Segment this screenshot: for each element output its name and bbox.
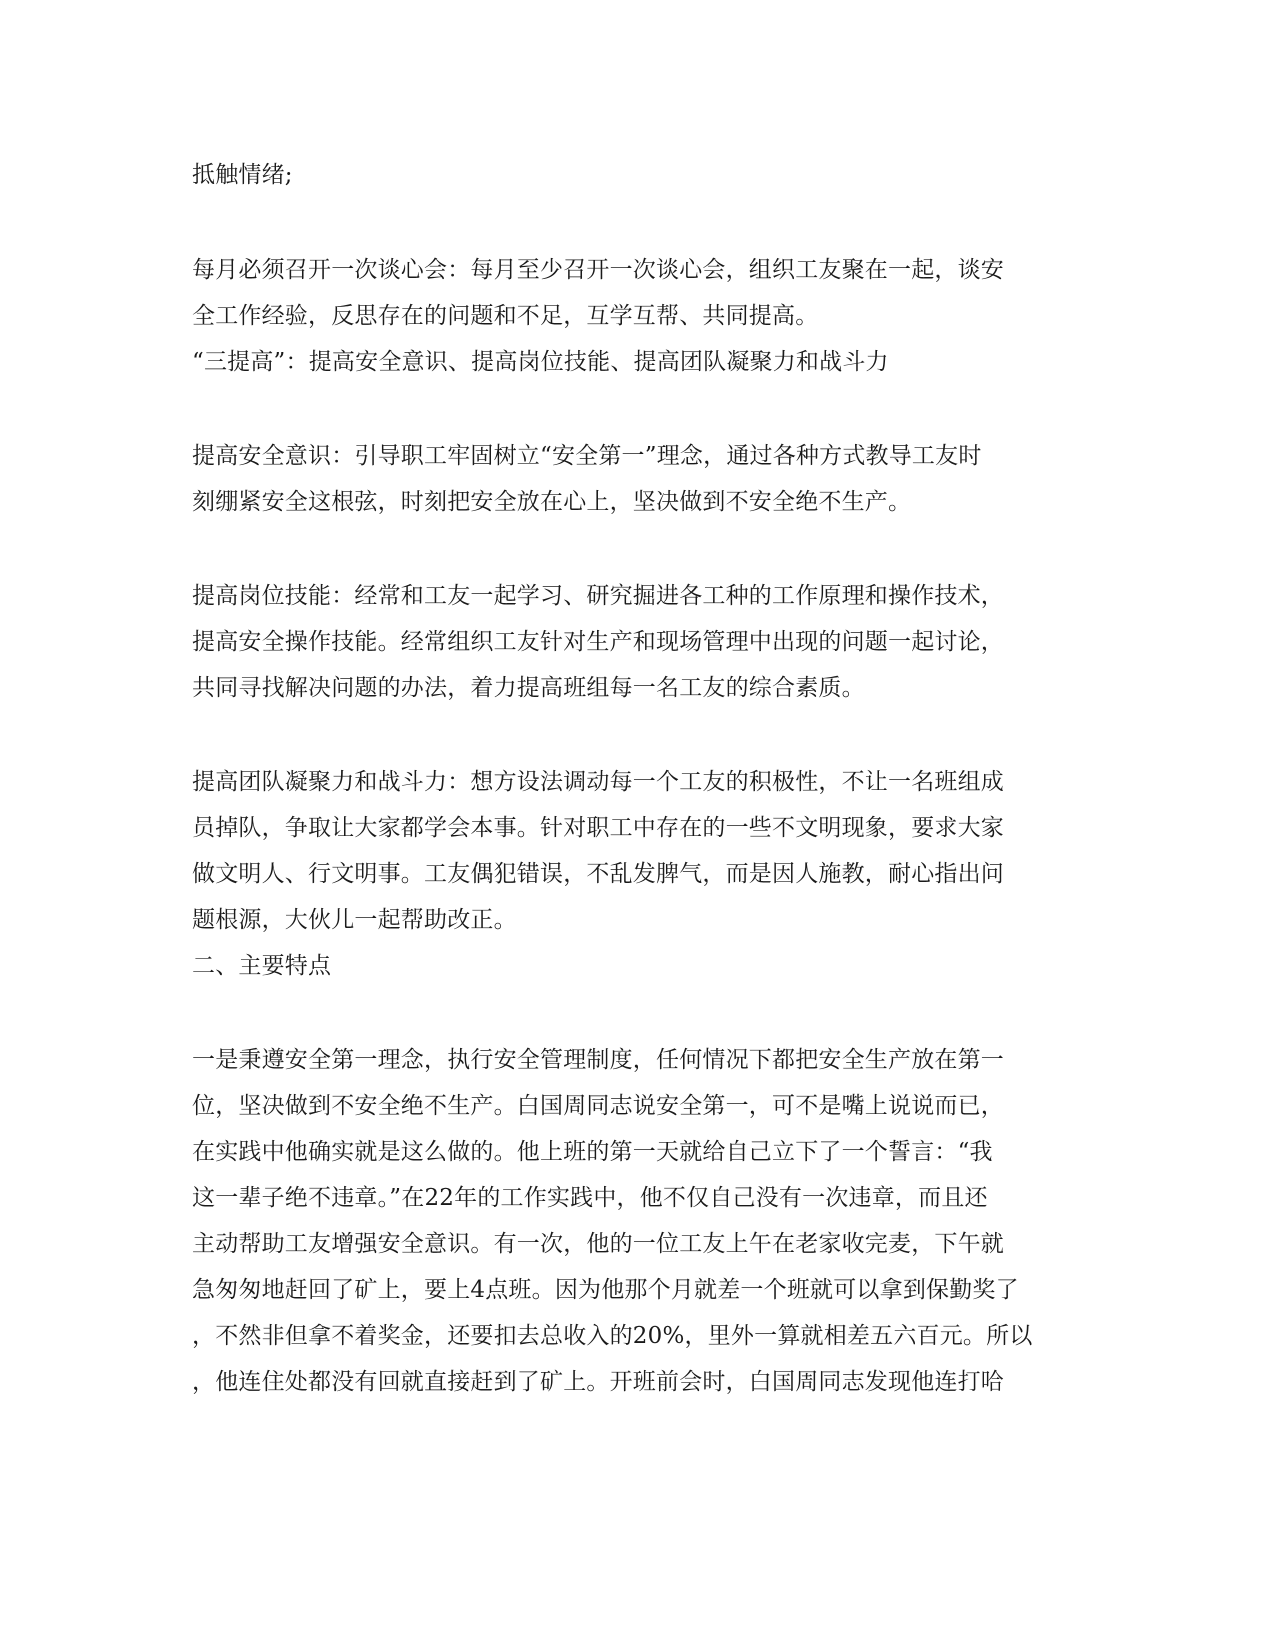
text-line: 刻绷紧安全这根弦，时刻把安全放在心上，坚决做到不安全绝不生产。 — [192, 489, 912, 515]
text-line: 提高岗位技能：经常和工友一起学习、研究掘进各工种的工作原理和操作技术， — [192, 583, 1004, 609]
text-line: 题根源，大伙儿一起帮助改正。 — [192, 907, 517, 933]
text-line: 共同寻找解决问题的办法，着力提高班组每一名工友的综合素质。 — [192, 675, 865, 701]
text-line: 这一辈子绝不违章。”在22年的工作实践中，他不仅自己没有一次违章，而且还 — [192, 1185, 988, 1211]
text-line: 位，坚决做到不安全绝不生产。白国周同志说安全第一，可不是嘴上说说而已， — [192, 1093, 1004, 1119]
text-line: 抵触情绪; — [192, 162, 293, 188]
section-heading: 二、主要特点 — [192, 953, 332, 979]
text-line: 提高安全意识：引导职工牢固树立“安全第一”理念，通过各种方式教导工友时 — [192, 443, 982, 469]
section-heading: “三提高”：提高安全意识、提高岗位技能、提高团队凝聚力和战斗力 — [192, 349, 889, 375]
text-line: 做文明人、行文明事。工友偶犯错误，不乱发脾气，而是因人施教，耐心指出问 — [192, 861, 1004, 887]
text-line: 全工作经验，反思存在的问题和不足，互学互帮、共同提高。 — [192, 303, 819, 329]
text-line: 提高团队凝聚力和战斗力：想方设法调动每一个工友的积极性，不让一名班组成 — [192, 769, 1004, 795]
text-line: 一是秉遵安全第一理念，执行安全管理制度，任何情况下都把安全生产放在第一 — [192, 1047, 1004, 1073]
text-line: 提高安全操作技能。经常组织工友针对生产和现场管理中出现的问题一起讨论， — [192, 629, 1004, 655]
text-line: 员掉队，争取让大家都学会本事。针对职工中存在的一些不文明现象，要求大家 — [192, 815, 1004, 841]
text-line: 主动帮助工友增强安全意识。有一次，他的一位工友上午在老家收完麦，下午就 — [192, 1231, 1004, 1257]
text-line: 在实践中他确实就是这么做的。他上班的第一天就给自己立下了一个誓言：“我 — [192, 1139, 993, 1165]
text-line: ，不然非但拿不着奖金，还要扣去总收入的20%，里外一算就相差五六百元。所以 — [192, 1323, 1033, 1349]
text-line: ，他连住处都没有回就直接赶到了矿上。开班前会时，白国周同志发现他连打哈 — [192, 1369, 1004, 1395]
text-line: 每月必须召开一次谈心会：每月至少召开一次谈心会，组织工友聚在一起，谈安 — [192, 257, 1004, 283]
text-line: 急匆匆地赶回了矿上，要上4点班。因为他那个月就差一个班就可以拿到保勤奖了 — [192, 1277, 1019, 1303]
